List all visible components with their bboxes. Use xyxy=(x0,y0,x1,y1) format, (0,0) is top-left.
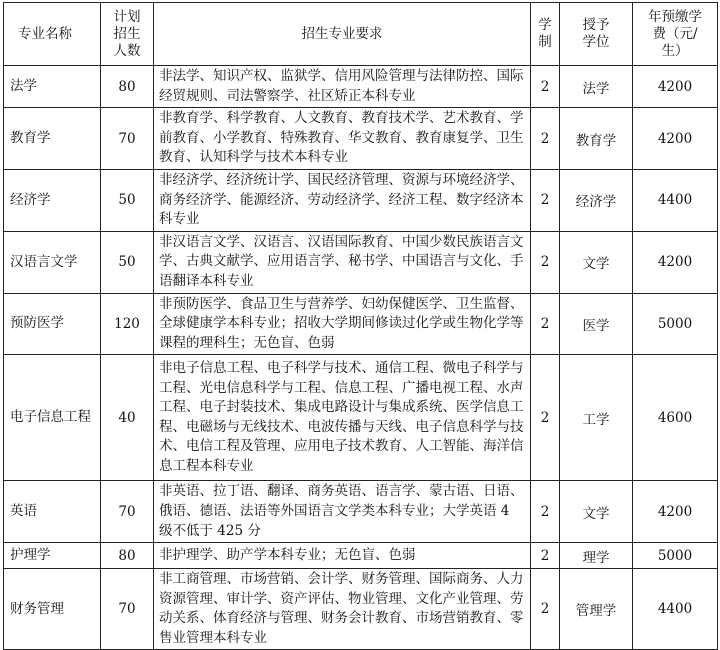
table-row xyxy=(4,481,718,543)
quota-value: 50 xyxy=(101,169,154,231)
quota-value: 70 xyxy=(101,108,154,170)
major-name: 电子信息工程 xyxy=(4,355,101,481)
major-name: 经济学 xyxy=(4,169,101,231)
requirement-text: 非英语、拉丁语、翻译、商务英语、语言学、蒙古语、日语、俄语、德语、法语等外国语言文学类本科专业；大学英语 4 级不低于 425 分 xyxy=(154,481,531,543)
years-value: 2 xyxy=(531,543,560,569)
table-row xyxy=(4,543,718,569)
years-value: 2 xyxy=(531,355,560,481)
degree-value: 法学 xyxy=(560,66,633,108)
header-row xyxy=(4,3,718,66)
requirement-text: 非经济学、经济统计学、国民经济管理、资源与环境经济学、商务经济学、能源经济、劳动经济学、经济工程、数字经济本科专业 xyxy=(154,169,531,231)
table-row xyxy=(4,231,718,293)
header-quota xyxy=(101,3,154,66)
table-row xyxy=(4,108,718,170)
fee-value: 4200 xyxy=(633,66,718,108)
requirement-text: 非电子信息工程、电子科学与技术、通信工程、微电子科学与工程、光电信息科学与工程、信息工程、广播电视工程、水声工程、电子封装技术、集成电路设计与集成系统、医学信息工程、电磁场与无线技术、电波传播与天线、电子信息科学与技术、电信工程及管理、应用电子技术教育、人工智能、海洋信息工程本科专业 xyxy=(154,355,531,481)
requirement-text: 非汉语言文学、汉语言、汉语国际教育、中国少数民族语言文学、古典文献学、应用语言学、秘书学、中国语言与文化、手语翻译本科专业 xyxy=(154,231,531,293)
years-value: 2 xyxy=(531,108,560,170)
fee-value: 4200 xyxy=(633,481,718,543)
header-degree xyxy=(560,3,633,66)
table-row xyxy=(4,569,718,650)
years-value: 2 xyxy=(531,169,560,231)
quota-value: 80 xyxy=(101,66,154,108)
degree-value: 文学 xyxy=(560,231,633,293)
quota-value: 40 xyxy=(101,355,154,481)
requirement-text: 非护理学、助产学本科专业；无色盲、色弱 xyxy=(154,543,531,569)
fee-value: 4400 xyxy=(633,569,718,650)
degree-value: 文学 xyxy=(560,481,633,543)
degree-value: 管理学 xyxy=(560,569,633,650)
years-value: 2 xyxy=(531,66,560,108)
years-value: 2 xyxy=(531,231,560,293)
quota-value: 70 xyxy=(101,569,154,650)
header-fee xyxy=(633,3,718,66)
header-degree-text: 授予学位 xyxy=(582,17,610,50)
quota-value: 70 xyxy=(101,481,154,543)
enrollment-table xyxy=(3,2,718,650)
major-name: 护理学 xyxy=(4,543,101,569)
fee-value: 5000 xyxy=(633,293,718,355)
major-name: 教育学 xyxy=(4,108,101,170)
requirement-text: 非法学、知识产权、监狱学、信用风险管理与法律防控、国际经贸规则、司法警察学、社区矫正本科专业 xyxy=(154,66,531,108)
fee-value: 4400 xyxy=(633,169,718,231)
degree-value: 经济学 xyxy=(560,169,633,231)
degree-value: 工学 xyxy=(560,355,633,481)
table-row xyxy=(4,66,718,108)
header-fee-text: 年预缴学费（元/生） xyxy=(648,8,702,59)
quota-value: 120 xyxy=(101,293,154,355)
major-name: 法学 xyxy=(4,66,101,108)
years-value: 2 xyxy=(531,569,560,650)
header-requirement: 招生专业要求 xyxy=(154,3,531,66)
fee-value: 4600 xyxy=(633,355,718,481)
header-years-text: 学制 xyxy=(538,17,552,50)
years-value: 2 xyxy=(531,293,560,355)
degree-value: 教育学 xyxy=(560,108,633,170)
requirement-text: 非预防医学、食品卫生与营养学、妇幼保健医学、卫生监督、全球健康学本科专业；招收大学期间修读过化学或生物化学等课程的理科生；无色盲、色弱 xyxy=(154,293,531,355)
fee-value: 4200 xyxy=(633,108,718,170)
table-row xyxy=(4,293,718,355)
fee-value: 4200 xyxy=(633,231,718,293)
table-row xyxy=(4,169,718,231)
header-name: 专业名称 xyxy=(4,3,101,66)
fee-value: 5000 xyxy=(633,543,718,569)
quota-value: 80 xyxy=(101,543,154,569)
header-years xyxy=(531,3,560,66)
degree-value: 医学 xyxy=(560,293,633,355)
requirement-text: 非工商管理、市场营销、会计学、财务管理、国际商务、人力资源管理、审计学、资产评估、物业管理、文化产业管理、劳动关系、体育经济与管理、财务会计教育、市场营销教育、零售业管理本科专业 xyxy=(154,569,531,650)
requirement-text: 非教育学、科学教育、人文教育、教育技术学、艺术教育、学前教育、小学教育、特殊教育、华文教育、教育康复学、卫生教育、认知科学与技术本科专业 xyxy=(154,108,531,170)
major-name: 英语 xyxy=(4,481,101,543)
degree-value: 理学 xyxy=(560,543,633,569)
major-name: 汉语言文学 xyxy=(4,231,101,293)
years-value: 2 xyxy=(531,481,560,543)
major-name: 财务管理 xyxy=(4,569,101,650)
header-quota-text: 计划招生人数 xyxy=(113,8,141,59)
table-row xyxy=(4,355,718,481)
quota-value: 50 xyxy=(101,231,154,293)
major-name: 预防医学 xyxy=(4,293,101,355)
